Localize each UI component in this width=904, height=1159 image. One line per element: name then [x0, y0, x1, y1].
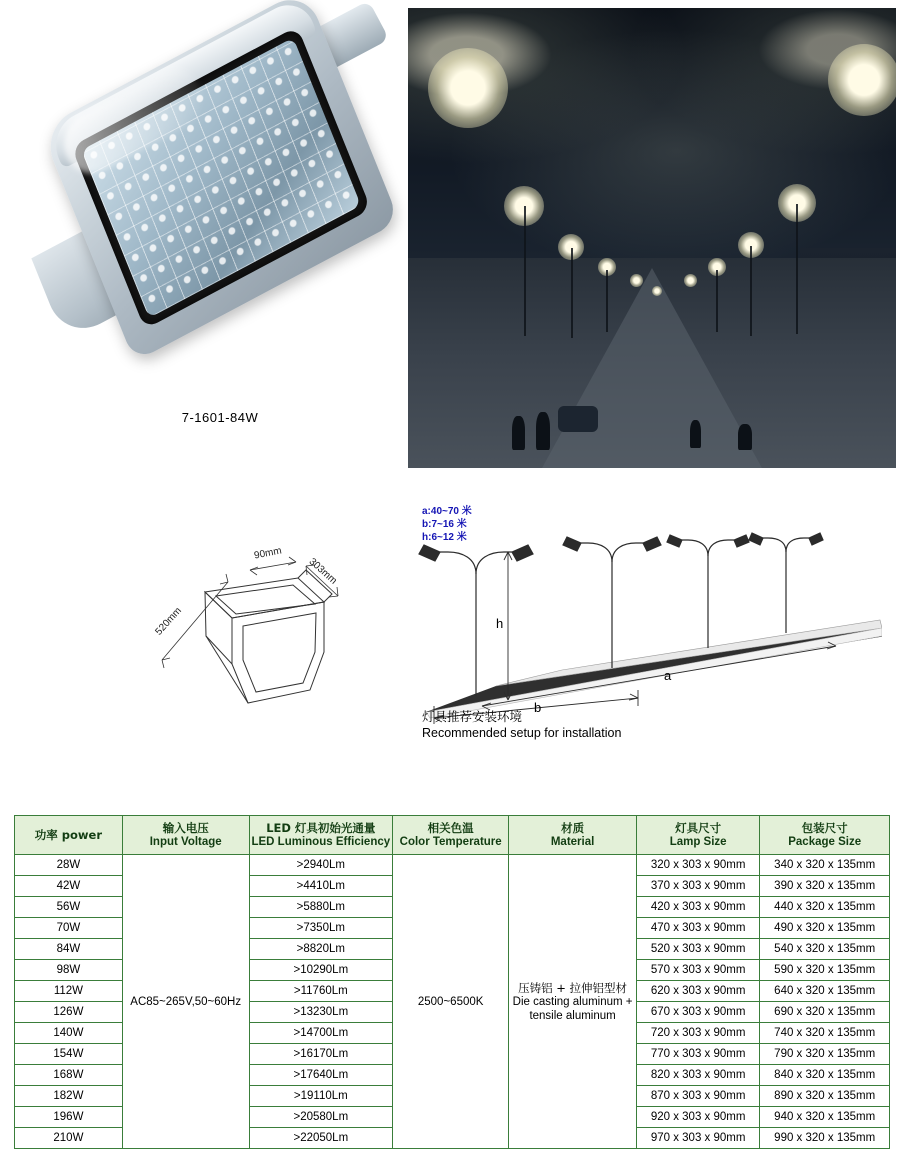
cell-lamp-size: 970 x 303 x 90mm [636, 1128, 759, 1149]
dimension-drawing-svg [110, 540, 410, 740]
cell-luminous-flux: >7350Lm [249, 918, 392, 939]
pedestrian [536, 412, 550, 450]
lamp-lens [81, 38, 361, 318]
pedestrian [512, 416, 525, 450]
header-input-voltage-cn: 输入电压 [162, 821, 209, 835]
marker-b-label: b [534, 700, 542, 715]
light-pole [716, 270, 718, 332]
setup-note-a: a:40~70 米 [422, 506, 472, 517]
header-input-voltage [122, 816, 249, 855]
header-lamp-size-cn: 灯具尺寸 [675, 821, 722, 835]
cell-lamp-size: 820 x 303 x 90mm [636, 1065, 759, 1086]
cell-power: 196W [15, 1107, 123, 1128]
light-pole [606, 270, 608, 332]
light-pole [571, 248, 573, 338]
cell-power: 210W [15, 1128, 123, 1149]
night-street-photo [408, 8, 896, 468]
street-light-glow [828, 44, 896, 116]
cell-power: 126W [15, 1002, 123, 1023]
cell-package-size: 390 x 320 x 135mm [760, 876, 890, 897]
setup-caption-en: Recommended setup for installation [422, 726, 622, 740]
cell-lamp-size: 620 x 303 x 90mm [636, 981, 759, 1002]
cell-package-size: 790 x 320 x 135mm [760, 1044, 890, 1065]
cell-package-size: 640 x 320 x 135mm [760, 981, 890, 1002]
header-color-temperature-cn: 相关色温 [427, 821, 474, 835]
cell-luminous-flux: >16170Lm [249, 1044, 392, 1065]
cell-package-size: 890 x 320 x 135mm [760, 1086, 890, 1107]
cell-material-cn: 压铸铝 + 拉伸铝型材 [518, 980, 628, 995]
light-pole [796, 204, 798, 334]
specification-table [14, 815, 890, 1149]
cell-luminous-flux: >19110Lm [249, 1086, 392, 1107]
cell-lamp-size: 920 x 303 x 90mm [636, 1107, 759, 1128]
product-model-caption: 7-1601-84W [181, 410, 259, 425]
cell-power: 70W [15, 918, 123, 939]
cell-lamp-size: 420 x 303 x 90mm [636, 897, 759, 918]
cell-lamp-size: 320 x 303 x 90mm [636, 855, 759, 876]
table-row [15, 855, 890, 876]
cell-luminous-flux: >17640Lm [249, 1065, 392, 1086]
cell-color-temperature: 2500~6500K [393, 855, 509, 1149]
cell-luminous-flux: >8820Lm [249, 939, 392, 960]
cell-lamp-size: 870 x 303 x 90mm [636, 1086, 759, 1107]
cell-package-size: 490 x 320 x 135mm [760, 918, 890, 939]
header-package-size [760, 816, 890, 855]
cell-lamp-size: 470 x 303 x 90mm [636, 918, 759, 939]
cell-lamp-size: 720 x 303 x 90mm [636, 1023, 759, 1044]
header-material-en: Material [550, 836, 595, 848]
cell-input-voltage: AC85~265V,50~60Hz [122, 855, 249, 1149]
road-perspective [542, 268, 762, 468]
vehicle [558, 406, 598, 432]
top-imagery-section [0, 0, 904, 480]
light-pole [524, 206, 526, 336]
header-package-size-cn: 包装尺寸 [801, 821, 848, 835]
table-header [15, 816, 890, 855]
cell-package-size: 990 x 320 x 135mm [760, 1128, 890, 1149]
setup-note-b: b:7~16 米 [422, 519, 467, 530]
pedestrian [738, 424, 752, 450]
product-photo [30, 10, 410, 425]
header-luminous [249, 816, 392, 855]
header-power [15, 816, 123, 855]
cell-power: 98W [15, 960, 123, 981]
cell-luminous-flux: >20580Lm [249, 1107, 392, 1128]
cell-power: 168W [15, 1065, 123, 1086]
cell-luminous-flux: >2940Lm [249, 855, 392, 876]
cell-package-size: 840 x 320 x 135mm [760, 1065, 890, 1086]
cell-power: 182W [15, 1086, 123, 1107]
cell-lamp-size: 670 x 303 x 90mm [636, 1002, 759, 1023]
cell-luminous-flux: >4410Lm [249, 876, 392, 897]
cell-power: 84W [15, 939, 123, 960]
table-body [15, 855, 890, 1149]
cell-package-size: 440 x 320 x 135mm [760, 897, 890, 918]
cell-power: 112W [15, 981, 123, 1002]
header-power-cn: 功率 power [34, 828, 103, 842]
header-color-temperature-en: Color Temperature [399, 836, 502, 848]
cell-luminous-flux: >13230Lm [249, 1002, 392, 1023]
setup-caption-cn: 灯具推荐安装环境 [422, 709, 523, 724]
header-lamp-size-en: Lamp Size [669, 836, 727, 848]
cell-power: 42W [15, 876, 123, 897]
setup-note-h: h:6~12 米 [422, 532, 467, 543]
cell-power: 154W [15, 1044, 123, 1065]
cell-package-size: 340 x 320 x 135mm [760, 855, 890, 876]
cell-lamp-size: 570 x 303 x 90mm [636, 960, 759, 981]
cell-luminous-flux: >10290Lm [249, 960, 392, 981]
street-light-glow [684, 274, 697, 287]
header-input-voltage-en: Input Voltage [149, 836, 222, 848]
marker-a-label: a [664, 668, 672, 683]
cell-package-size: 740 x 320 x 135mm [760, 1023, 890, 1044]
led-street-lamp-illustration [30, 10, 410, 390]
cell-lamp-size: 370 x 303 x 90mm [636, 876, 759, 897]
header-color-temperature [393, 816, 509, 855]
cell-material [509, 855, 637, 1149]
dimension-height-label: 90mm [253, 545, 283, 562]
header-luminous-en: LED Luminous Efficiency [251, 836, 391, 848]
street-light-glow [652, 286, 662, 296]
cell-material-en: Die casting aluminum + tensile aluminum [512, 995, 633, 1022]
table-header-row [15, 816, 890, 855]
cell-luminous-flux: >14700Lm [249, 1023, 392, 1044]
cell-power: 56W [15, 897, 123, 918]
cell-power: 28W [15, 855, 123, 876]
header-package-size-en: Package Size [788, 836, 862, 848]
header-material-cn: 材质 [561, 821, 585, 835]
diagrams-section [0, 480, 904, 780]
cell-lamp-size: 520 x 303 x 90mm [636, 939, 759, 960]
header-lamp-size [636, 816, 759, 855]
dimension-drawing [110, 540, 410, 740]
cell-package-size: 590 x 320 x 135mm [760, 960, 890, 981]
street-light-glow [630, 274, 643, 287]
cell-luminous-flux: >5880Lm [249, 897, 392, 918]
street-light-glow [428, 48, 508, 128]
sky-glow [408, 8, 896, 268]
cell-luminous-flux: >11760Lm [249, 981, 392, 1002]
setup-caption [422, 708, 621, 742]
dimension-depth-label: 303mm [306, 556, 339, 587]
marker-h-label: h [496, 616, 504, 631]
cell-package-size: 940 x 320 x 135mm [760, 1107, 890, 1128]
dimension-width-label: 520mm [153, 605, 184, 638]
cell-package-size: 690 x 320 x 135mm [760, 1002, 890, 1023]
light-pole [750, 246, 752, 336]
header-material [509, 816, 637, 855]
header-luminous-cn: LED 灯具初始光通量 [266, 821, 376, 835]
cell-lamp-size: 770 x 303 x 90mm [636, 1044, 759, 1065]
pedestrian [690, 420, 701, 448]
cell-luminous-flux: >22050Lm [249, 1128, 392, 1149]
cell-power: 140W [15, 1023, 123, 1044]
cell-package-size: 540 x 320 x 135mm [760, 939, 890, 960]
